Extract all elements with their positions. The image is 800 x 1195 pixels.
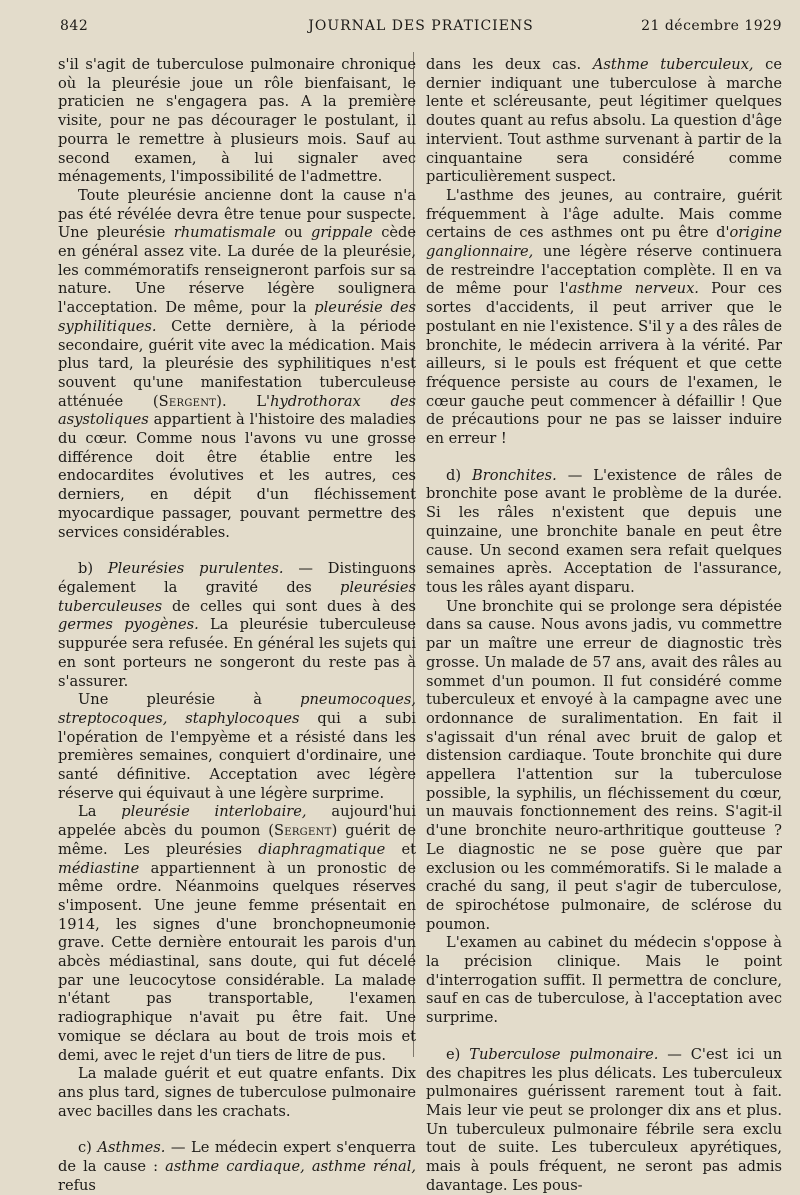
paragraph: L'examen au cabinet du médecin s'oppose à la précision clinique. Mais le point d'interrogation suffit. Il permettra de conclure, sauf en cas de tuberculose, à l'acceptation avec surprime. — [426, 934, 782, 1027]
text-run: dans les deux cas. — [426, 56, 593, 73]
text-run: de celles qui sont dues à des — [162, 597, 416, 615]
paragraph — [426, 187, 782, 449]
text-run: — Le médecin expert s'enquerra de la cause : — [58, 1139, 416, 1176]
section-b-paragraph — [58, 560, 416, 691]
italic-term: germes pyogènes. — [58, 616, 199, 634]
text-run: — C'est ici un des chapitres les plus délicats. Les tuberculeux pulmonaires guérissent rarement tout à fait. Mais leur vie peut se prolonger dix ans et plus. Un tuberculeux pulmonaire fébrile sera exclu tout de suite. Les tuberculeux apyrétiques, mais à pouls fréquent, ne seront pas admis davantage. Les pous- — [426, 1045, 782, 1194]
text-run: c) — [78, 1139, 98, 1157]
text-run: Pour ces sortes d'accidents, il peut arriver que le postulant en nie l'existence. S'il y a des râles de bronchite, le médecin arrivera à la vérité. Par ailleurs, si le pouls est fréquent et que cette fréquence persiste au cours de l'examen, le cœur gauche peut commencer à défaillir ! Que de précautions pour ne pas se laisser induire en erreur ! — [426, 280, 783, 448]
text-run: et — [385, 840, 417, 858]
italic-term: pneumocoques, streptocoques, staphylocoques — [58, 691, 416, 727]
paragraph: s'il s'agit de tuberculose pulmonaire chronique où la pleurésie joue un rôle bienfaisant, le praticien ne s'engagera pas. A la première visite, pour ne pas décourager le postulant, il pourra le remettre à plusieurs mois. Sauf au second examen, à lui signaler avec ménagements, l'impossibilité de l'admettre. — [58, 56, 416, 186]
paragraph — [58, 803, 416, 1065]
text-run: appartiennent à un pronostic de même ordre. Néanmoins quelques réserves s'imposent. Une jeune femme présentait en 1914, les signes d'une bronchopneumonie grave. Cette dernière entourait les parois d'un abcès médiastinal, sans doute, qui fut décelé par une leucocytose considérable. La malade n'étant pas transportable, l'examen radiographique n'avait pu être fait. Une vomique se déclara au bout de trois mois et demi, avec le rejet d'un tiers de litre de pus. — [58, 859, 416, 1064]
italic-term: grippale — [311, 224, 373, 242]
section-heading: Bronchites. — [472, 466, 557, 484]
left-column — [58, 56, 417, 1194]
text-run: Une pleurésie à — [78, 691, 301, 709]
author-name: Sergent — [273, 822, 332, 840]
italic-term: origine ganglionnaire, — [426, 224, 782, 261]
section-d-paragraph — [426, 467, 782, 598]
journal-title: JOURNAL DES PRATICIENS — [308, 18, 534, 34]
text-run: refus — [58, 1176, 96, 1194]
page-number: 842 — [60, 18, 89, 34]
text-run: e) — [446, 1045, 470, 1063]
text-run: ou — [275, 224, 312, 242]
text-run: Toute pleurésie ancienne dont la cause n'a pas été révélée devra être tenue pour suspecte. Une pleurésie — [58, 186, 416, 242]
italic-term: pleurésie interlobaire, — [121, 803, 307, 821]
text-run: Cette dernière, à la période secondaire, guérit vite avec la médication. Mais plus tard, la pleurésie des syphilitiques n'est souvent qu'une manifestation tuberculeuse atténuée ( — [58, 317, 416, 410]
author-name: Sergent — [158, 392, 217, 410]
italic-term: asthme cardiaque, asthme rénal, — [165, 1158, 417, 1176]
right-column — [426, 56, 783, 1194]
section-heading: Pleurésies purulentes. — [107, 560, 284, 578]
text-run: L'asthme des jeunes, au contraire, guérit fréquemment à l'âge adulte. Mais comme certains de ces asthmes ont pu être d' — [426, 186, 782, 242]
italic-term: médiastine — [58, 859, 140, 877]
text-run: — Distinguons également la gravité des — [58, 560, 416, 596]
text-run: La — [78, 803, 122, 821]
text-run: aujourd'hui appelée abcès du poumon ( — [58, 803, 416, 840]
italic-term: pleurésies tuberculeuses — [58, 578, 416, 615]
text-run: La pleurésie tuberculeuse suppurée sera refusée. En général les sujets qui en sont porteurs ne songeront du reste pas à s'assurer. — [58, 616, 416, 690]
text-run: appartient à l'histoire des maladies du cœur. Comme nous l'avons vu une grosse différence doit être établie entre les endocardites évolutives et les autres, ces derniers, en dépit d'un fléchissement myocardique passager, pouvant permettre des services considérables. — [58, 411, 416, 541]
issue-date: 21 décembre 1929 — [641, 18, 782, 34]
text-run: une légère réserve continuera de restreindre l'acceptation complète. Il en va de même pour l' — [426, 243, 782, 298]
italic-term: asthme nerveux. — [568, 280, 699, 298]
paragraph: Une bronchite qui se prolonge sera dépistée dans sa cause. Nous avons jadis, vu commettre par un maître une erreur de diagnostic très grosse. Un malade de 57 ans, avait des râles au sommet d'un poumon. Il fut considéré comme tuberculeux et envoyé à la campagne avec une ordonnance de suralimentation. En fait il s'agissait d'un rénal avec bruit de galop et distension cardiaque. Toute bronchite qui dure appellera l'attention sur la tuberculose possible, la syphilis, un fléchissement du cœur, un mauvais fonctionnement des reins. S'agit-il d'une bronchite neuro-arthritique goutteuse ? Le diagnostic ne se pose guère que par exclusion ou les commémoratifs. Si le malade a craché du sang, il peut s'agir de tuberculose, de spirochétose pulmonaire, de sclérose du poumon. — [426, 597, 782, 933]
section-heading: Tuberculose pulmonaire. — [469, 1045, 659, 1063]
text-run: ). L' — [216, 392, 271, 410]
text-run: d) — [446, 466, 472, 484]
text-run: — L'existence de râles de bronchite pose avant le problème de la durée. Si les râles n'existent que depuis une quinzaine, une bronchite banale en peut être cause. Un second examen sera refait quelques semaines après. Acceptation de l'assurance, tous les râles ayant disparu. — [426, 466, 782, 596]
italic-term: hydrothorax des asystoliques — [58, 392, 416, 429]
italic-term: diaphragmatique — [258, 840, 386, 858]
text-run: ) guérit de même. Les pleurésies — [58, 822, 416, 858]
section-e-paragraph — [426, 1046, 782, 1195]
text-run: cède en général assez vite. La durée de la pleurésie, les commémoratifs renseigneront parfois sur sa nature. Une réserve légère soulignera l'acceptation. De même, pour la — [58, 224, 416, 317]
paragraph — [58, 691, 416, 803]
section-heading: Asthmes. — [97, 1139, 166, 1157]
italic-term: rhumatismale — [173, 224, 276, 242]
text-run: qui a subi l'opération de l'empyème et a résisté dans les premières semaines, conquiert d'ordinaire, une santé définitive. Acceptation avec légère réserve qui équivaut à une légère surprime. — [58, 709, 416, 802]
paragraph: La malade guérit et eut quatre enfants. Dix ans plus tard, signes de tuberculose pulmonaire avec bacilles dans les crachats. — [58, 1065, 416, 1120]
italic-term: Asthme tuberculeux, — [592, 56, 754, 73]
paragraph — [426, 56, 782, 187]
italic-term: pleurésie des syphilitiques. — [58, 299, 416, 335]
section-c-paragraph — [58, 1139, 416, 1195]
running-header — [60, 18, 782, 40]
text-run: ce dernier indiquant une tuberculose à marche lente et scléreusante, peut légitimer quelques doutes quant au refus absolu. La question d'âge intervient. Tout asthme survenant à partir de la cinquantaine sera considéré comme particulièrement suspect. — [426, 56, 782, 186]
text-run: b) — [78, 560, 108, 578]
paragraph — [58, 187, 416, 542]
